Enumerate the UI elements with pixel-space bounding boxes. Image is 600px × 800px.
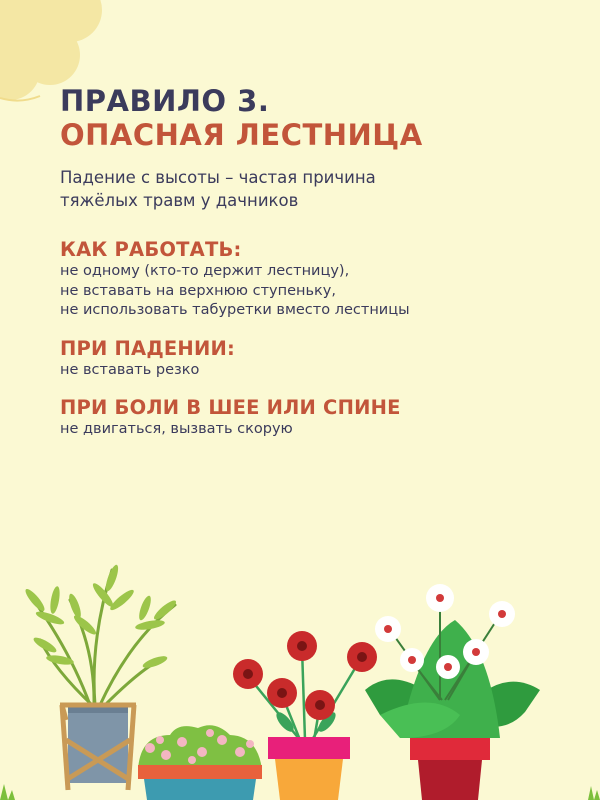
potted-plants-illustration — [0, 555, 600, 800]
rule-number: ПРАВИЛО 3. — [60, 84, 270, 118]
main-content — [60, 84, 560, 440]
section-line: не двигаться, вызвать скорую — [60, 421, 293, 437]
grass-icon — [588, 786, 600, 800]
intro-text — [60, 166, 560, 212]
rule-title: ОПАСНАЯ ЛЕСТНИЦА — [60, 118, 423, 152]
intro-line: Падение с высоты – частая причина — [60, 168, 376, 187]
section-title: КАК РАБОТАТЬ: — [60, 238, 242, 261]
grass-icon — [0, 784, 15, 800]
section-on-fall — [60, 337, 560, 381]
section-neck-back-pain — [60, 396, 560, 440]
intro-line: тяжёлых травм у дачников — [60, 191, 299, 210]
section-line: не использовать табуретки вместо лестницы — [60, 302, 410, 318]
white-flowers-icon — [365, 584, 540, 800]
section-line: не одному (кто-то держит лестницу), — [60, 263, 350, 279]
shrub-planter-icon — [138, 725, 262, 800]
section-line: не вставать на верхнюю ступеньку, — [60, 282, 336, 299]
section-line: не вставать резко — [60, 361, 200, 378]
section-how-to-work — [60, 238, 560, 321]
section-title: ПРИ ПАДЕНИИ: — [60, 336, 235, 360]
section-title: ПРИ БОЛИ В ШЕЕ ИЛИ СПИНЕ — [60, 396, 401, 419]
